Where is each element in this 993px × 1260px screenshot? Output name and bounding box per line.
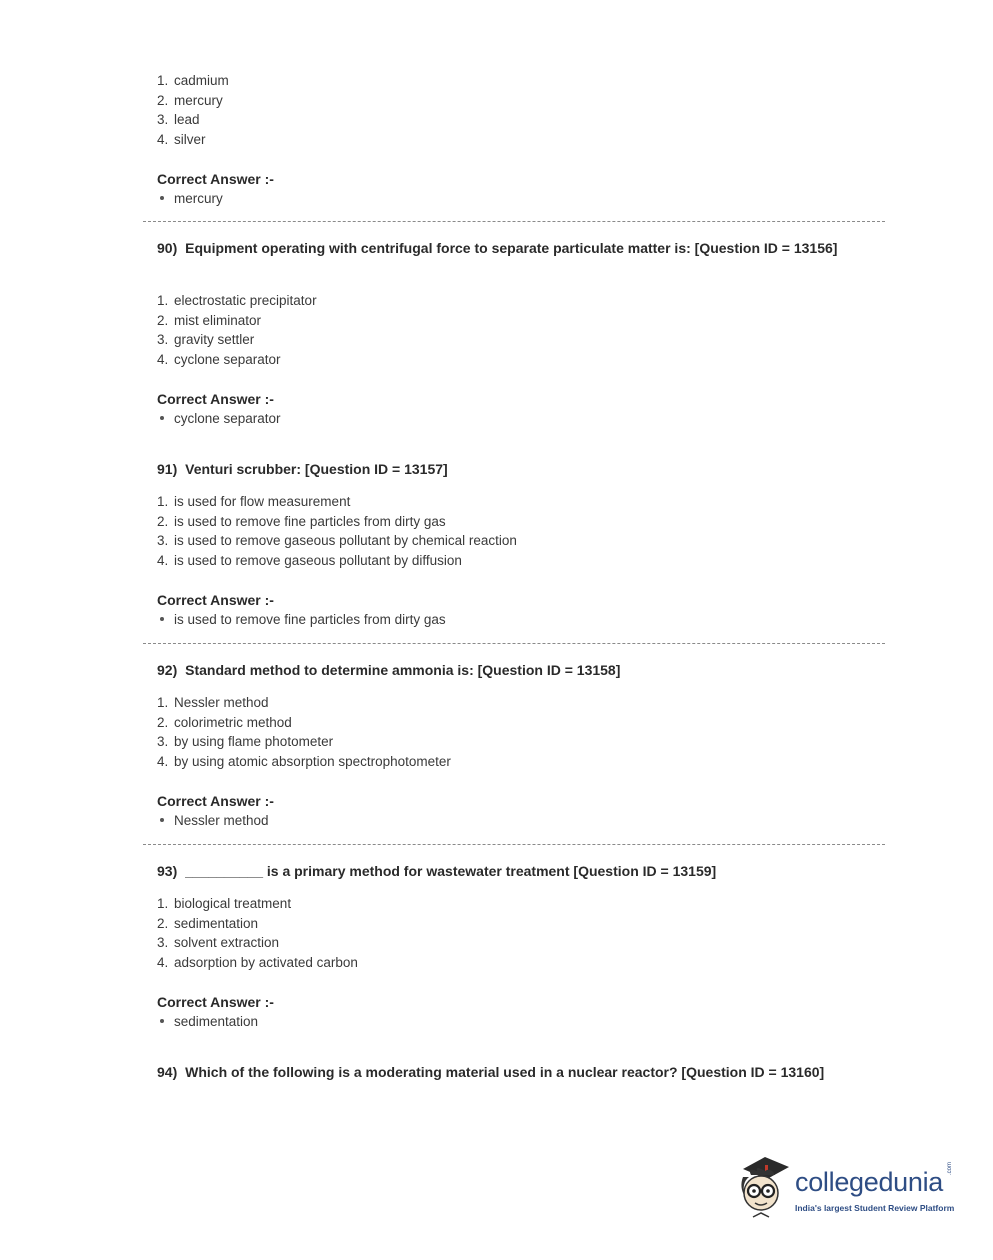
correct-answer-label: Correct Answer :- — [157, 994, 274, 1010]
question-number: 94) — [157, 1064, 178, 1080]
option: 4. is used to remove gaseous pollutant by diffusion — [157, 552, 462, 568]
correct-answer-label: Correct Answer :- — [157, 391, 274, 407]
q93-options — [157, 894, 857, 972]
option: 3. solvent extraction — [157, 935, 280, 951]
q92-options — [157, 693, 857, 771]
bullet-icon — [160, 416, 164, 420]
question-91 — [157, 459, 857, 479]
bullet-icon — [160, 818, 164, 822]
correct-answer-label: Correct Answer :- — [157, 592, 274, 608]
bullet-icon — [160, 617, 164, 621]
question-number: 90) — [157, 240, 178, 256]
option: 1. is used for flow measurement — [157, 494, 351, 509]
q91-correct-answer — [157, 590, 857, 630]
question-text: Standard method to determine ammonia is: [Question ID = 13158] — [185, 662, 621, 678]
bullet-icon — [160, 196, 164, 200]
question-text: __________ is a primary method for wastewater treatment [Question ID = 13159] — [185, 863, 717, 879]
option: 1. Nessler method — [157, 695, 269, 710]
q93-correct-answer — [157, 992, 857, 1032]
correct-answer-value: sedimentation — [157, 1012, 857, 1032]
option: 2. mercury — [157, 92, 223, 108]
option: 4. silver — [157, 131, 206, 147]
question-90 — [157, 238, 857, 258]
q91-options — [157, 492, 857, 570]
q90-correct-answer — [157, 389, 857, 429]
bullet-icon — [160, 1019, 164, 1023]
logo-tagline: India's largest Student Review Platform — [795, 1203, 955, 1213]
option: 1. electrostatic precipitator — [157, 293, 317, 308]
question-number: 93) — [157, 863, 178, 879]
question-separator — [143, 221, 885, 222]
logo-wordmark: collegedunia — [795, 1167, 944, 1197]
option: 3. is used to remove gaseous pollutant by chemical reaction — [157, 533, 517, 549]
q90-options — [157, 291, 857, 369]
correct-answer-value: cyclone separator — [157, 409, 857, 429]
question-separator — [143, 643, 885, 644]
question-93 — [157, 861, 857, 881]
question-number: 91) — [157, 461, 178, 477]
question-92 — [157, 660, 857, 680]
option: 1. cadmium — [157, 73, 229, 88]
q89-options — [157, 71, 857, 149]
correct-answer-label: Correct Answer :- — [157, 793, 274, 809]
option: 4. cyclone separator — [157, 351, 281, 367]
option: 3. gravity settler — [157, 332, 255, 348]
option: 1. biological treatment — [157, 896, 292, 911]
option: 2. sedimentation — [157, 915, 259, 931]
option: 4. adsorption by activated carbon — [157, 954, 358, 970]
correct-answer-value: is used to remove fine particles from dirty gas — [157, 610, 857, 630]
q89-correct-answer — [157, 169, 857, 209]
option: 2. mist eliminator — [157, 312, 262, 328]
question-separator — [143, 844, 885, 845]
question-text: Venturi scrubber: [Question ID = 13157] — [185, 461, 448, 477]
option: 2. is used to remove fine particles from dirty gas — [157, 513, 446, 529]
option: 4. by using atomic absorption spectrophotometer — [157, 753, 451, 769]
logo-suffix: .com — [947, 1161, 953, 1175]
option: 3. by using flame photometer — [157, 734, 334, 750]
collegedunia-logo — [735, 1153, 960, 1223]
correct-answer-value: mercury — [157, 189, 857, 209]
option: 3. lead — [157, 112, 200, 128]
question-94 — [157, 1062, 857, 1082]
question-text: Which of the following is a moderating material used in a nuclear reactor? [Question ID = 13160] — [185, 1064, 825, 1080]
q92-correct-answer — [157, 791, 857, 831]
question-text: Equipment operating with centrifugal force to separate particulate matter is: [Question ID = 13156] — [185, 240, 838, 256]
option: 2. colorimetric method — [157, 714, 292, 730]
mascot-icon — [735, 1153, 795, 1223]
question-number: 92) — [157, 662, 178, 678]
correct-answer-value: Nessler method — [157, 811, 857, 831]
correct-answer-label: Correct Answer :- — [157, 171, 274, 187]
